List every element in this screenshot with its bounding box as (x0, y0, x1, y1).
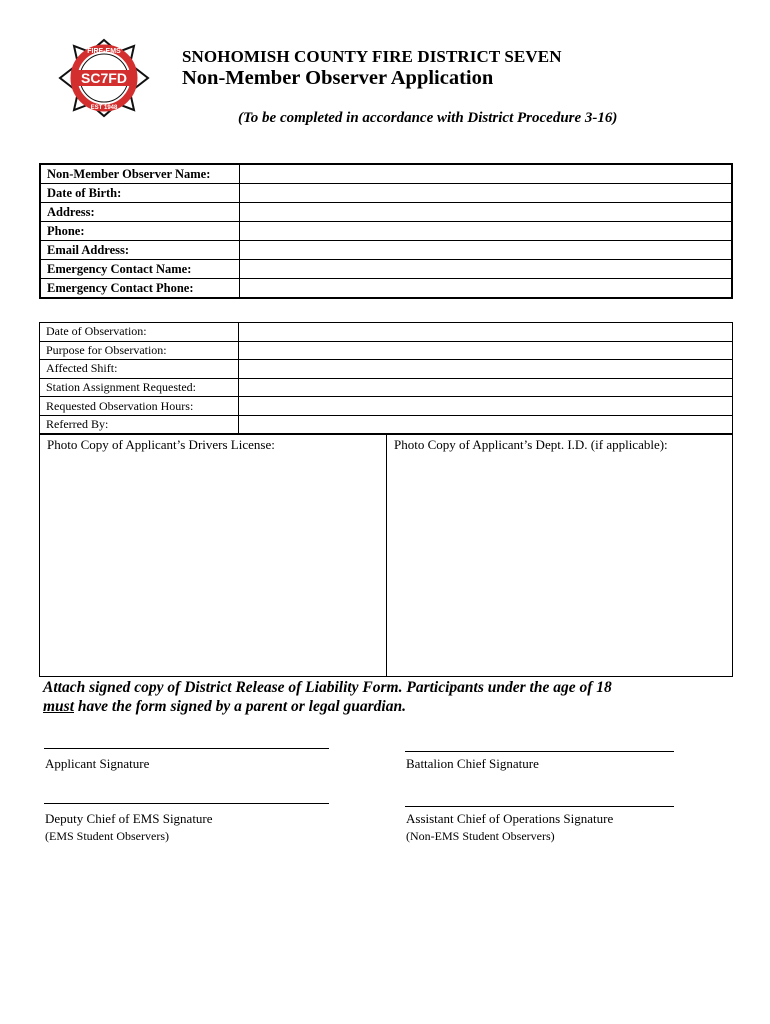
field-label: Affected Shift: (40, 360, 239, 379)
assistant-chief-note: (Non-EMS Student Observers) (406, 829, 555, 843)
referred-by-field[interactable] (239, 415, 733, 434)
table-row (40, 341, 733, 360)
attach-release-note (43, 678, 683, 716)
assistant-chief-signature-line[interactable] (405, 806, 674, 807)
field-label: Emergency Contact Name: (40, 260, 240, 279)
applicant-signature-line[interactable] (44, 748, 329, 749)
email-field[interactable] (240, 241, 733, 260)
table-row (40, 260, 732, 279)
date-of-birth-field[interactable] (240, 184, 733, 203)
battalion-chief-signature-label: Battalion Chief Signature (406, 756, 539, 771)
attach-note-line1: Attach signed copy of District Release of Liability Form. Participants under the age of 18 (43, 679, 612, 696)
phone-field[interactable] (240, 222, 733, 241)
emergency-contact-phone-field[interactable] (240, 279, 733, 299)
observation-hours-field[interactable] (239, 397, 733, 416)
attach-note-line2: have the form signed by a parent or legal guardian. (74, 698, 406, 715)
table-row (40, 164, 732, 184)
table-row (40, 323, 733, 342)
table-row (40, 397, 733, 416)
drivers-license-label: Photo Copy of Applicant’s Drivers License: (47, 437, 275, 452)
battalion-chief-signature-line[interactable] (405, 751, 674, 752)
table-row (40, 378, 733, 397)
field-label: Date of Birth: (40, 184, 240, 203)
observer-name-field[interactable] (240, 164, 733, 184)
field-label: Purpose for Observation: (40, 341, 239, 360)
deputy-chief-signature-label: Deputy Chief of EMS Signature (45, 811, 213, 826)
field-label: Requested Observation Hours: (40, 397, 239, 416)
organization-title: SNOHOMISH COUNTY FIRE DISTRICT SEVEN (182, 47, 562, 66)
table-row (40, 279, 732, 299)
field-label: Referred By: (40, 415, 239, 434)
logo-top-text: FIRE-EMS (87, 48, 121, 55)
photo-copy-area (39, 433, 733, 677)
table-row (40, 415, 733, 434)
station-assignment-field[interactable] (239, 378, 733, 397)
assistant-chief-signature-label: Assistant Chief of Operations Signature (406, 811, 614, 826)
field-label: Date of Observation: (40, 323, 239, 342)
field-label: Phone: (40, 222, 240, 241)
logo-bottom-text: EST 1948 (90, 105, 118, 111)
photo-divider (386, 434, 387, 676)
field-label: Address: (40, 203, 240, 222)
table-row (40, 184, 732, 203)
logo-center-text: SC7FD (81, 70, 127, 86)
deputy-chief-note: (EMS Student Observers) (45, 829, 169, 843)
form-title: Non-Member Observer Application (182, 67, 494, 89)
table-row (40, 241, 732, 260)
affected-shift-field[interactable] (239, 360, 733, 379)
field-label: Non-Member Observer Name: (40, 164, 240, 184)
dept-id-label: Photo Copy of Applicant’s Dept. I.D. (if applicable): (394, 437, 668, 452)
field-label: Email Address: (40, 241, 240, 260)
observation-date-field[interactable] (239, 323, 733, 342)
applicant-signature-label: Applicant Signature (45, 756, 150, 771)
observation-details-table (39, 322, 733, 435)
applicant-info-table (39, 163, 733, 299)
district-logo (56, 38, 152, 118)
field-label: Emergency Contact Phone: (40, 279, 240, 299)
table-row (40, 222, 732, 241)
table-row (40, 203, 732, 222)
form-subtitle: (To be completed in accordance with District Procedure 3-16) (238, 110, 618, 126)
emergency-contact-name-field[interactable] (240, 260, 733, 279)
purpose-field[interactable] (239, 341, 733, 360)
address-field[interactable] (240, 203, 733, 222)
field-label: Station Assignment Requested: (40, 378, 239, 397)
attach-note-must: must (43, 698, 75, 715)
table-row (40, 360, 733, 379)
deputy-chief-signature-line[interactable] (44, 803, 329, 804)
